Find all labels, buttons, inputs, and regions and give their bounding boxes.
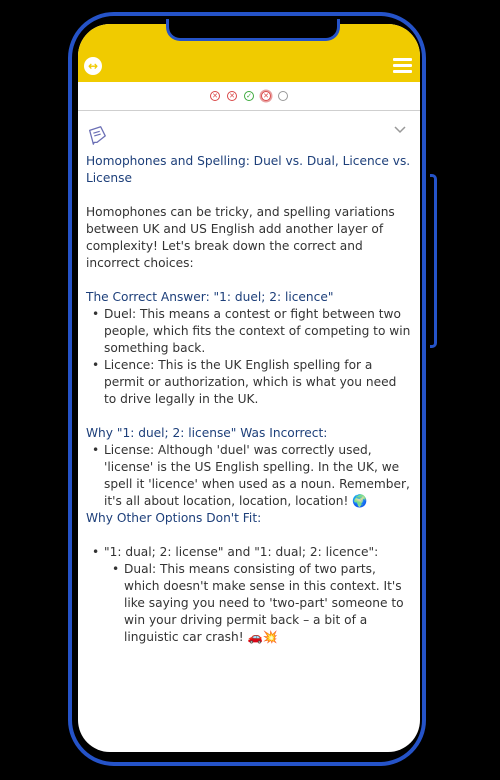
intro-text: Homophones can be tricky, and spelling variations between UK and US English add another layer of complexity! Let's break down the correct and incorrect choices:	[86, 205, 395, 270]
expand-arrows-icon[interactable]: ↔	[84, 57, 102, 75]
incorrect-answer-heading: Why "1: duel; 2: license" Was Incorrect:	[86, 426, 328, 440]
list-item: • Dual: This means consisting of two parts, which doesn't make sense in this context. It's like saying you need to 'two-part' someone to win your driving permit back – a bit of a linguistic car crash! 🚗💥	[124, 561, 412, 646]
incorrect-answer-list	[86, 442, 412, 510]
list-item: • Duel: This means a contest or fight between two people, which fits the context of competing to win something back.	[104, 306, 412, 357]
other-options-heading: Why Other Options Don't Fit:	[86, 511, 262, 525]
progress-dot-correct-icon[interactable]: ✓	[244, 91, 254, 101]
feedback-panel	[86, 120, 412, 646]
list-item: • Licence: This is the UK English spelling for a permit or authorization, which is what you need to drive legally in the UK.	[104, 357, 412, 408]
list-item: • License: Although 'duel' was correctly used, 'license' is the US English spelling. In the UK, we spell it 'licence' when used as a noun. Remember, it's all about location, location, location! 🌍	[104, 442, 412, 510]
correct-answer-heading: The Correct Answer: "1: duel; 2: licence"	[86, 290, 334, 304]
progress-dot-current-icon[interactable]: ✕	[261, 91, 271, 101]
progress-dot-empty-icon[interactable]	[278, 91, 288, 101]
hamburger-menu-icon[interactable]	[393, 58, 412, 73]
phone-side-button	[430, 174, 437, 348]
other-option-label: "1: dual; 2: license" and "1: dual; 2: licence":	[104, 545, 379, 559]
app-screen	[78, 24, 420, 752]
question-progress	[78, 82, 420, 111]
other-options-list	[86, 544, 412, 646]
list-item	[104, 544, 412, 646]
feedback-title: Homophones and Spelling: Duel vs. Dual, Licence vs. License	[86, 154, 411, 185]
phone-notch	[166, 19, 340, 41]
nested-list	[104, 561, 412, 646]
correct-answer-list	[86, 306, 412, 408]
chevron-down-icon[interactable]	[394, 126, 406, 134]
progress-dot-wrong-icon[interactable]: ✕	[227, 91, 237, 101]
progress-dot-wrong-icon[interactable]: ✕	[210, 91, 220, 101]
chat-bubble-icon	[86, 124, 108, 146]
